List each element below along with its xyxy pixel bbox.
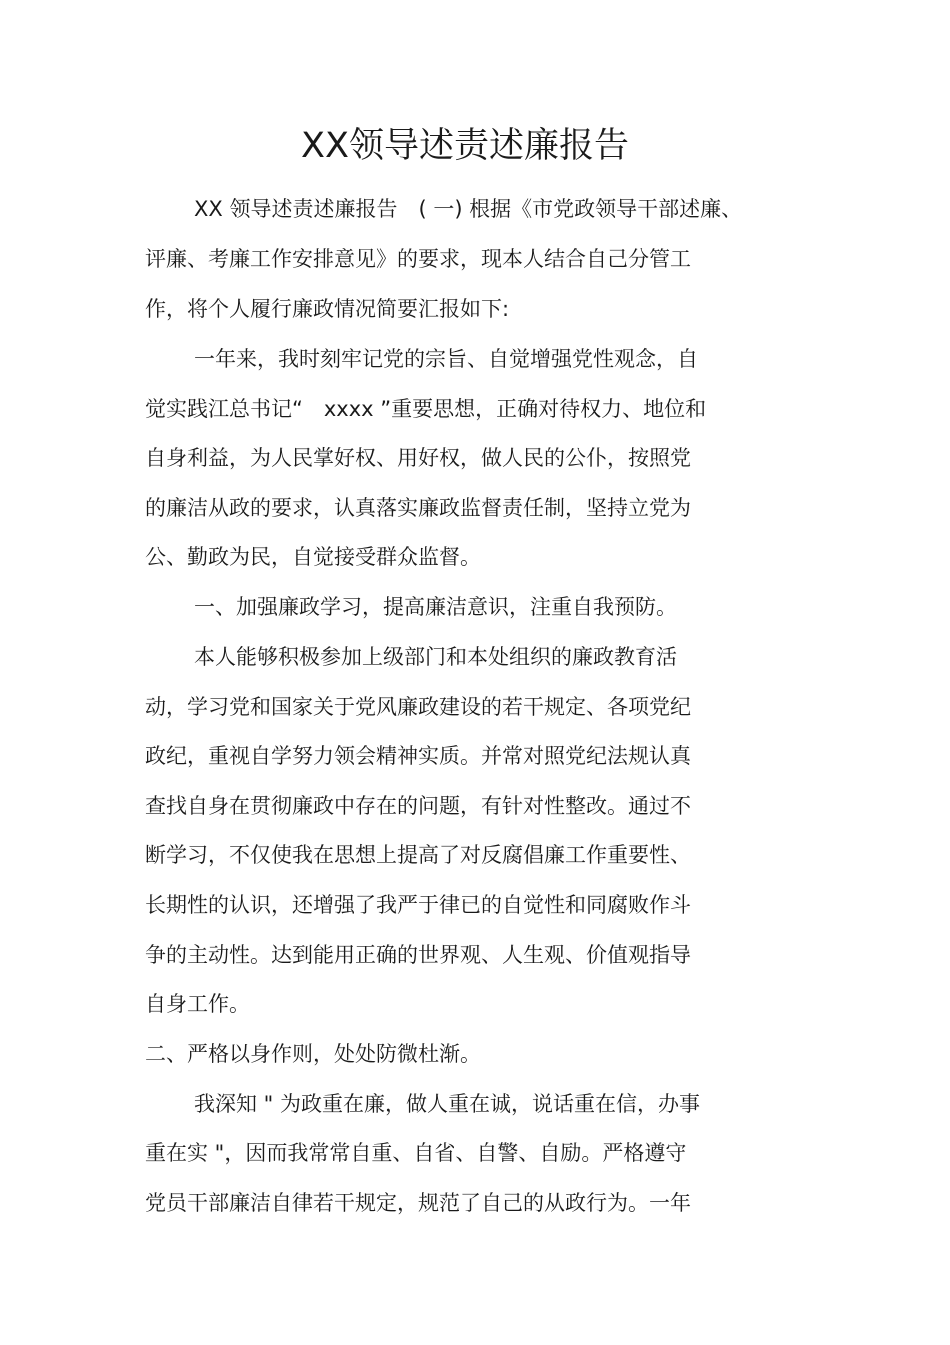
paragraph-line: 本人能够积极参加上级部门和本处组织的廉政教育活	[194, 645, 677, 669]
paragraph-line: 政纪，重视自学努力领会精神实质。并常对照党纪法规认真	[145, 744, 691, 768]
paragraph-line: 评廉、考廉工作安排意见》的要求，现本人结合自己分管工	[145, 247, 691, 271]
paragraph-line: 争的主动性。达到能用正确的世界观、人生观、价值观指导	[145, 943, 691, 967]
paragraph-line: 作，将个人履行廉政情况简要汇报如下:	[145, 297, 510, 321]
paragraph-line: 的廉洁从政的要求，认真落实廉政监督责任制，坚持立党为	[145, 496, 691, 520]
paragraph-line: 长期性的认识，还增强了我严于律已的自觉性和同腐败作斗	[145, 893, 691, 917]
paragraph-line: 我深知 " 为政重在廉，做人重在诚，说话重在信，办事	[194, 1092, 701, 1116]
paragraph-line: 党员干部廉洁自律若干规定，规范了自己的从政行为。一年	[145, 1191, 691, 1215]
paragraph-line: 自身利益，为人民掌好权、用好权，做人民的公仆，按照党	[145, 446, 691, 470]
paragraph-line: 自身工作。	[145, 992, 250, 1016]
section-heading: 一、加强廉政学习，提高廉洁意识，注重自我预防。	[194, 595, 677, 619]
section-heading: 二、严格以身作则，处处防微杜渐。	[145, 1042, 481, 1066]
paragraph-line: 动，学习党和国家关于党风廉政建设的若干规定、各项党纪	[145, 695, 691, 719]
paragraph-line: 一年来，我时刻牢记党的宗旨、自觉增强党性观念，自	[194, 347, 698, 371]
paragraph-line: 公、勤政为民，自觉接受群众监督。	[145, 545, 481, 569]
paragraph-line: 重在实 "，因而我常常自重、自省、自警、自励。严格遵守	[145, 1141, 687, 1165]
paragraph-line: 觉实践江总书记“ xxxx ”重要思想，正确对待权力、地位和	[145, 397, 707, 421]
paragraph-line: XX 领导述责述廉报告 ( 一) 根据《市党政领导干部述廉、	[194, 197, 743, 221]
document-title: XX领导述责述廉报告	[301, 126, 629, 166]
paragraph-line: 断学习，不仅使我在思想上提高了对反腐倡廉工作重要性、	[145, 843, 691, 867]
paragraph-line: 查找自身在贯彻廉政中存在的问题，有针对性整改。通过不	[145, 794, 691, 818]
